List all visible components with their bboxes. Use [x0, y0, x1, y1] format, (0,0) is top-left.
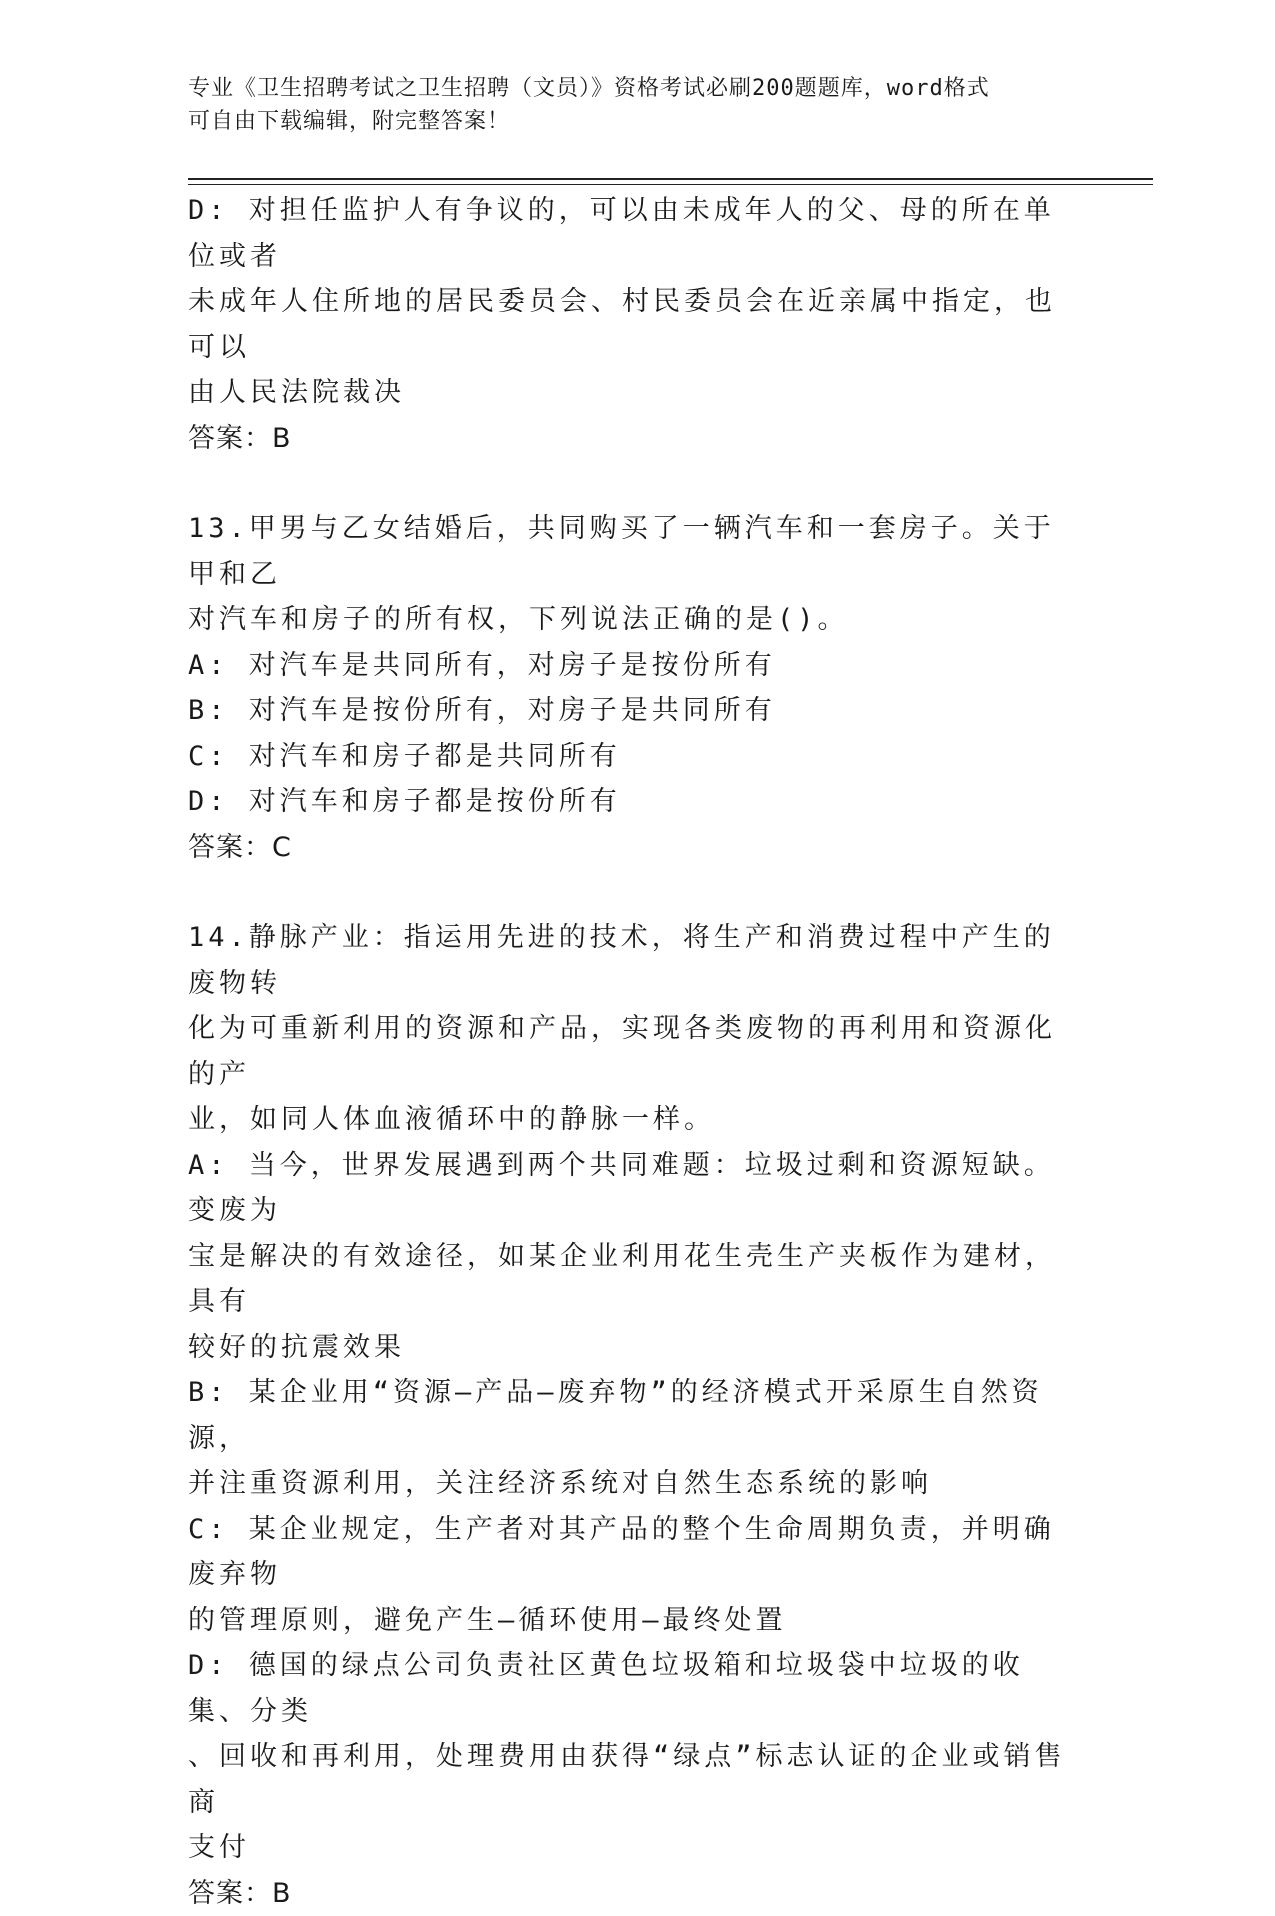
option-a-line-2: 宝是解决的有效途径，如某企业利用花生壳生产夹板作为建材，具有	[188, 1234, 1068, 1325]
option-b-line-1: B: 某企业用“资源—产品—废弃物”的经济模式开采原生自然资源，	[188, 1370, 1068, 1461]
question-stem-line-1: 14.静脉产业：指运用先进的技术，将生产和消费过程中产生的废物转	[188, 915, 1068, 1006]
option-d-line-3: 由人民法院裁决	[188, 370, 1068, 416]
answer-line: 答案：C	[188, 825, 1068, 871]
header-divider-thin	[188, 184, 1153, 185]
question-stem-line-2: 对汽车和房子的所有权，下列说法正确的是()。	[188, 597, 1068, 643]
question-content	[188, 188, 1068, 1916]
option-b-line-2: 并注重资源利用，关注经济系统对自然生态系统的影响	[188, 1461, 1068, 1507]
option-d-line-1: D: 德国的绿点公司负责社区黄色垃圾箱和垃圾袋中垃圾的收集、分类	[188, 1643, 1068, 1734]
question-stem-line-1: 13.甲男与乙女结婚后，共同购买了一辆汽车和一套房子。关于甲和乙	[188, 506, 1068, 597]
document-header	[188, 72, 1068, 138]
question-14	[188, 915, 1068, 1916]
spacer	[188, 870, 1068, 915]
option-d-line-2: 、回收和再利用，处理费用由获得“绿点”标志认证的企业或销售商	[188, 1734, 1068, 1825]
option-d-line-2: 未成年人住所地的居民委员会、村民委员会在近亲属中指定，也可以	[188, 279, 1068, 370]
option-c-line-1: C: 某企业规定，生产者对其产品的整个生命周期负责，并明确废弃物	[188, 1507, 1068, 1598]
option-c: C: 对汽车和房子都是共同所有	[188, 734, 1068, 780]
header-title-line-1: 专业《卫生招聘考试之卫生招聘（文员）》资格考试必刷200题题库，word格式	[188, 72, 1068, 105]
question-stem-line-3: 业，如同人体血液循环中的静脉一样。	[188, 1097, 1068, 1143]
header-title-line-2: 可自由下载编辑，附完整答案！	[188, 105, 1068, 138]
header-divider-thick	[188, 178, 1153, 180]
spacer	[188, 461, 1068, 506]
question-stem-line-2: 化为可重新利用的资源和产品，实现各类废物的再利用和资源化的产	[188, 1006, 1068, 1097]
question-13	[188, 506, 1068, 870]
option-c-line-2: 的管理原则，避免产生—循环使用—最终处置	[188, 1598, 1068, 1644]
option-d: D: 对汽车和房子都是按份所有	[188, 779, 1068, 825]
option-a-line-3: 较好的抗震效果	[188, 1325, 1068, 1371]
option-d-line-1: D: 对担任监护人有争议的，可以由未成年人的父、母的所在单位或者	[188, 188, 1068, 279]
option-a-line-1: A: 当今，世界发展遇到两个共同难题：垃圾过剩和资源短缺。变废为	[188, 1143, 1068, 1234]
answer-line: 答案：B	[188, 1871, 1068, 1916]
option-b: B: 对汽车是按份所有，对房子是共同所有	[188, 688, 1068, 734]
option-a: A: 对汽车是共同所有，对房子是按份所有	[188, 643, 1068, 689]
option-d-line-3: 支付	[188, 1825, 1068, 1871]
answer-line: 答案：B	[188, 416, 1068, 462]
continued-question	[188, 188, 1068, 461]
